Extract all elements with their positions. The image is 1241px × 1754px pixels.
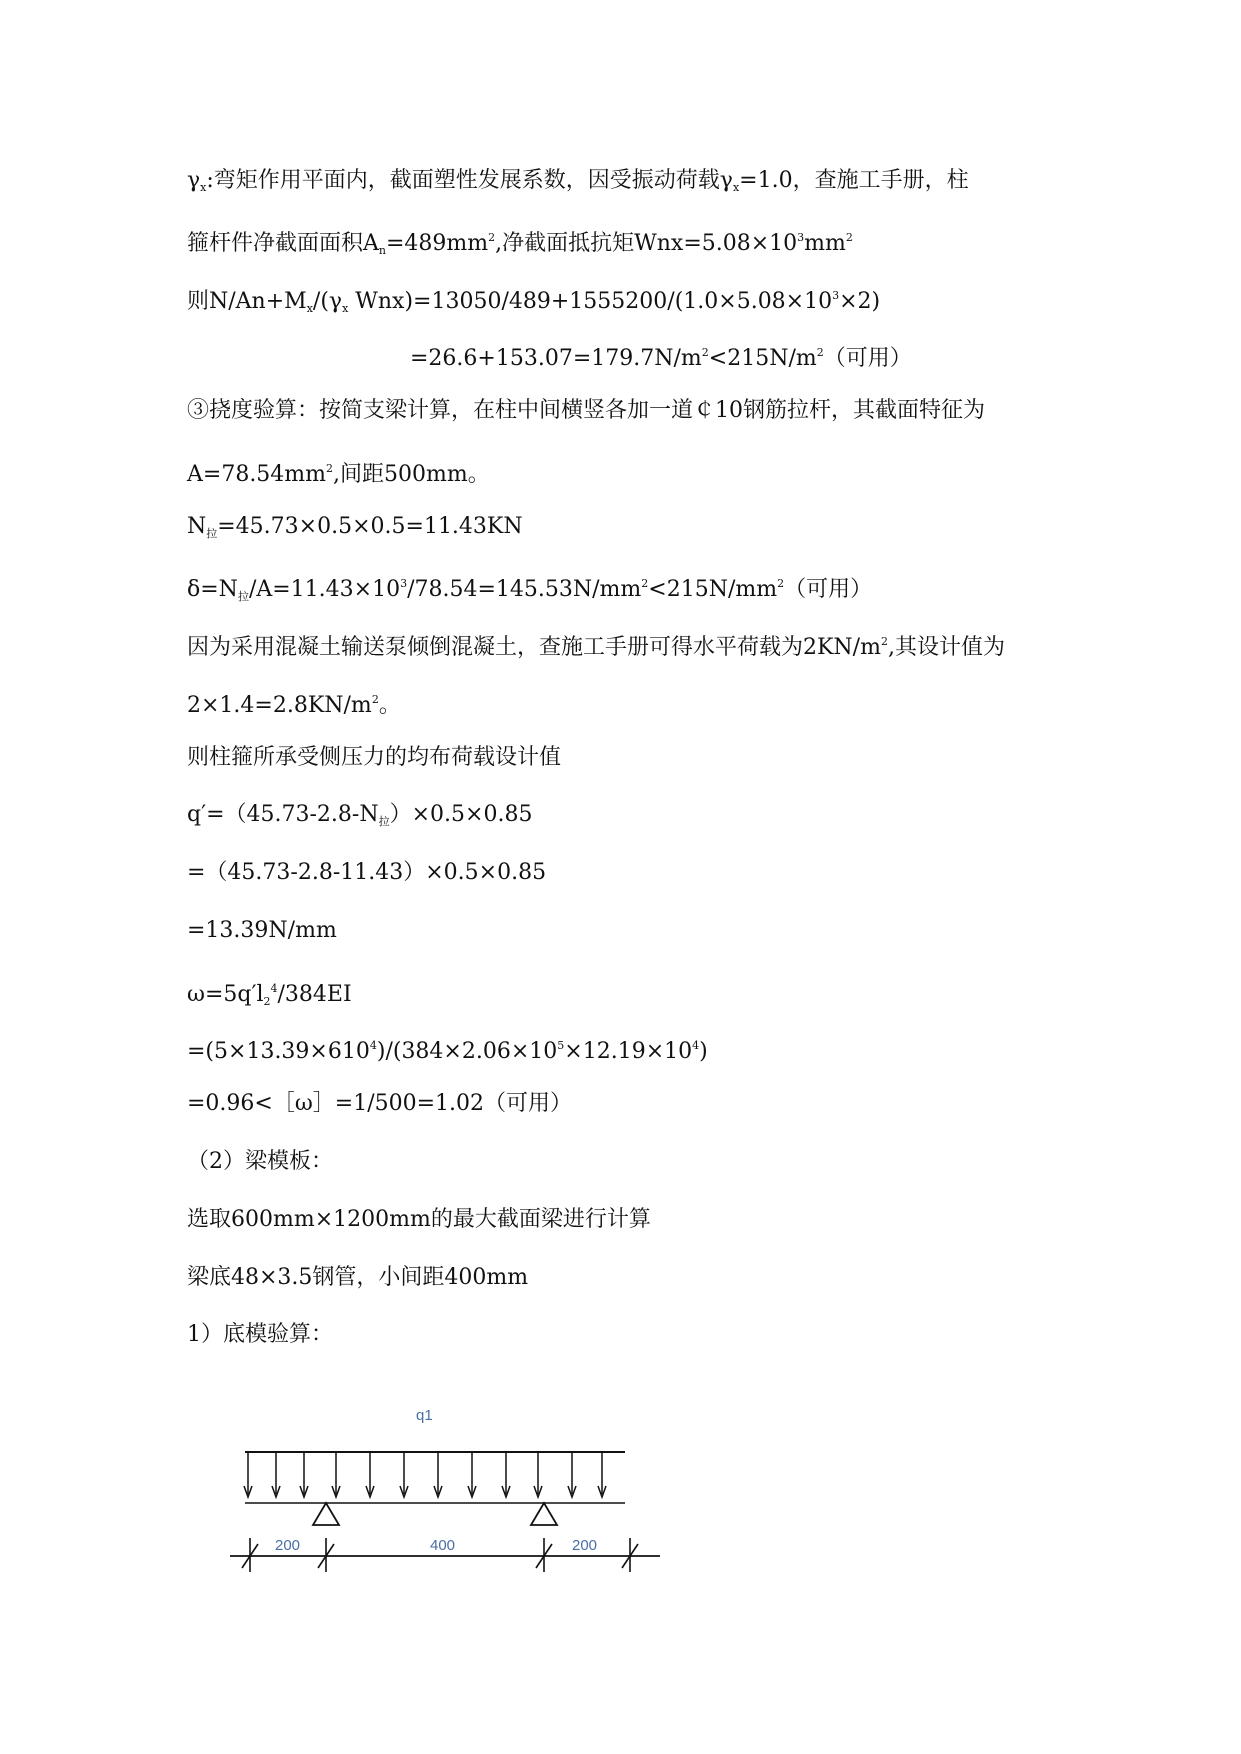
text-line — [187, 1031, 708, 1067]
left-support-icon — [313, 1503, 339, 1525]
beam-load-diagram — [220, 1400, 680, 1590]
subscript: 拉 — [237, 590, 249, 603]
text-run: =45.73×0.5×0.5=11.43KN — [217, 514, 523, 539]
superscript: 4 — [270, 982, 278, 995]
text-line — [410, 338, 912, 374]
text-run: =0.96<［ω］=1/500=1.02（可用） — [187, 1091, 573, 1116]
text-run: N — [187, 514, 207, 539]
text-run: =（45.73-2.8-11.43）×0.5×0.85 — [187, 860, 547, 885]
text-run: ω=5q′l — [187, 982, 264, 1007]
text-line — [187, 916, 337, 946]
span-middle: 400 — [430, 1537, 456, 1554]
text-run: ×12.19×10 — [564, 1039, 693, 1064]
superscript: 3 — [797, 231, 805, 244]
text-run: /384EI — [277, 982, 352, 1007]
span-left: 200 — [275, 1537, 301, 1554]
text-run: =13.39N/mm — [187, 918, 337, 943]
text-run: =1.0，查施工手册，柱 — [739, 168, 969, 193]
text-line — [187, 1263, 528, 1293]
subscript: x — [342, 302, 349, 315]
text-line — [187, 1147, 333, 1177]
text-run: /78.54=145.53N/mm — [407, 577, 642, 602]
span-right: 200 — [572, 1537, 598, 1554]
text-line — [187, 281, 880, 324]
text-run: ③挠度验算：按简支梁计算，在柱中间横竖各加一道￠10钢筋拉杆，其截面特征为 — [187, 398, 985, 423]
text-run: ,净截面抵抗矩Wnx=5.08×10 — [495, 231, 798, 256]
text-line — [187, 627, 1005, 663]
superscript: 2 — [880, 635, 888, 648]
text-run: :弯矩作用平面内，截面塑性发展系数，因受振动荷载γ — [206, 168, 733, 193]
text-run: ,其设计值为 — [887, 635, 1005, 660]
text-run: 箍杆件净截面面积A — [187, 231, 379, 256]
text-run: 。 — [378, 693, 401, 718]
text-run: 梁底48×3.5钢管，小间距400mm — [187, 1265, 529, 1290]
text-line — [187, 858, 546, 888]
load-label: q1 — [416, 1407, 433, 1424]
text-run: A=78.54mm — [187, 462, 327, 487]
text-run: （可用） — [823, 346, 912, 371]
superscript: 2 — [777, 577, 785, 590]
text-line — [187, 685, 401, 721]
superscript: 2 — [326, 462, 334, 475]
text-run: /(γ — [312, 289, 343, 314]
text-line — [187, 512, 523, 549]
text-run: 2×1.4=2.8KN/m — [187, 693, 372, 718]
superscript: 2 — [701, 346, 709, 359]
text-run: 则N/An+M — [187, 289, 307, 314]
load-arrows — [244, 1452, 606, 1497]
text-line — [187, 974, 352, 1017]
text-line — [187, 223, 853, 266]
text-run: )/(384×2.06×10 — [376, 1039, 558, 1064]
text-run: =26.6+153.07=179.7N/m — [410, 346, 702, 371]
text-run: （可用） — [784, 577, 873, 602]
text-run: ,间距500mm。 — [333, 462, 490, 487]
text-run: （2）梁模板： — [187, 1149, 333, 1174]
text-run: 选取600mm×1200mm的最大截面梁进行计算 — [187, 1207, 651, 1232]
superscript: 2 — [488, 231, 496, 244]
superscript: 3 — [832, 289, 840, 302]
text-run: 1）底模验算： — [187, 1322, 333, 1347]
text-run: =489mm — [385, 231, 489, 256]
text-line — [187, 454, 490, 490]
text-run: =(5×13.39×610 — [187, 1039, 370, 1064]
subscript: n — [378, 244, 386, 257]
subscript: 2 — [263, 995, 271, 1008]
text-run: 则柱箍所承受侧压力的均布荷载设计值 — [187, 745, 562, 770]
text-line — [187, 1089, 572, 1119]
superscript: 2 — [371, 693, 379, 706]
text-run: Wnx)=13050/489+1555200/(1.0×5.08×10 — [348, 289, 833, 314]
superscript: 4 — [369, 1039, 377, 1052]
subscript: 拉 — [378, 815, 390, 828]
text-line — [187, 800, 532, 837]
text-run: 因为采用混凝土输送泵倾倒混凝土，查施工手册可得水平荷载为2KN/m — [187, 635, 881, 660]
text-run: ）×0.5×0.85 — [389, 802, 533, 827]
subscript: 拉 — [206, 527, 218, 540]
text-line — [187, 569, 872, 612]
superscript: 2 — [641, 577, 649, 590]
subscript: x — [732, 181, 740, 194]
text-line — [187, 1320, 333, 1350]
text-line — [187, 396, 985, 426]
superscript: 2 — [816, 346, 824, 359]
superscript: 2 — [845, 231, 853, 244]
text-line — [187, 1205, 651, 1235]
text-run: q′=（45.73-2.8-N — [187, 802, 379, 827]
text-run: ×2) — [839, 289, 881, 314]
text-run: <215N/m — [708, 346, 817, 371]
right-support-icon — [531, 1503, 557, 1525]
text-run: <215N/mm — [648, 577, 778, 602]
text-line — [187, 166, 969, 203]
text-run: /A=11.43×10 — [248, 577, 401, 602]
subscript: x — [200, 181, 207, 194]
superscript: 4 — [692, 1039, 700, 1052]
text-run: δ=N — [187, 577, 238, 602]
text-line — [187, 743, 561, 773]
superscript: 5 — [557, 1039, 565, 1052]
text-run: γ — [187, 168, 201, 193]
subscript: x — [306, 302, 313, 315]
text-run: mm — [804, 231, 846, 256]
text-run: ) — [699, 1039, 708, 1064]
superscript: 3 — [400, 577, 408, 590]
